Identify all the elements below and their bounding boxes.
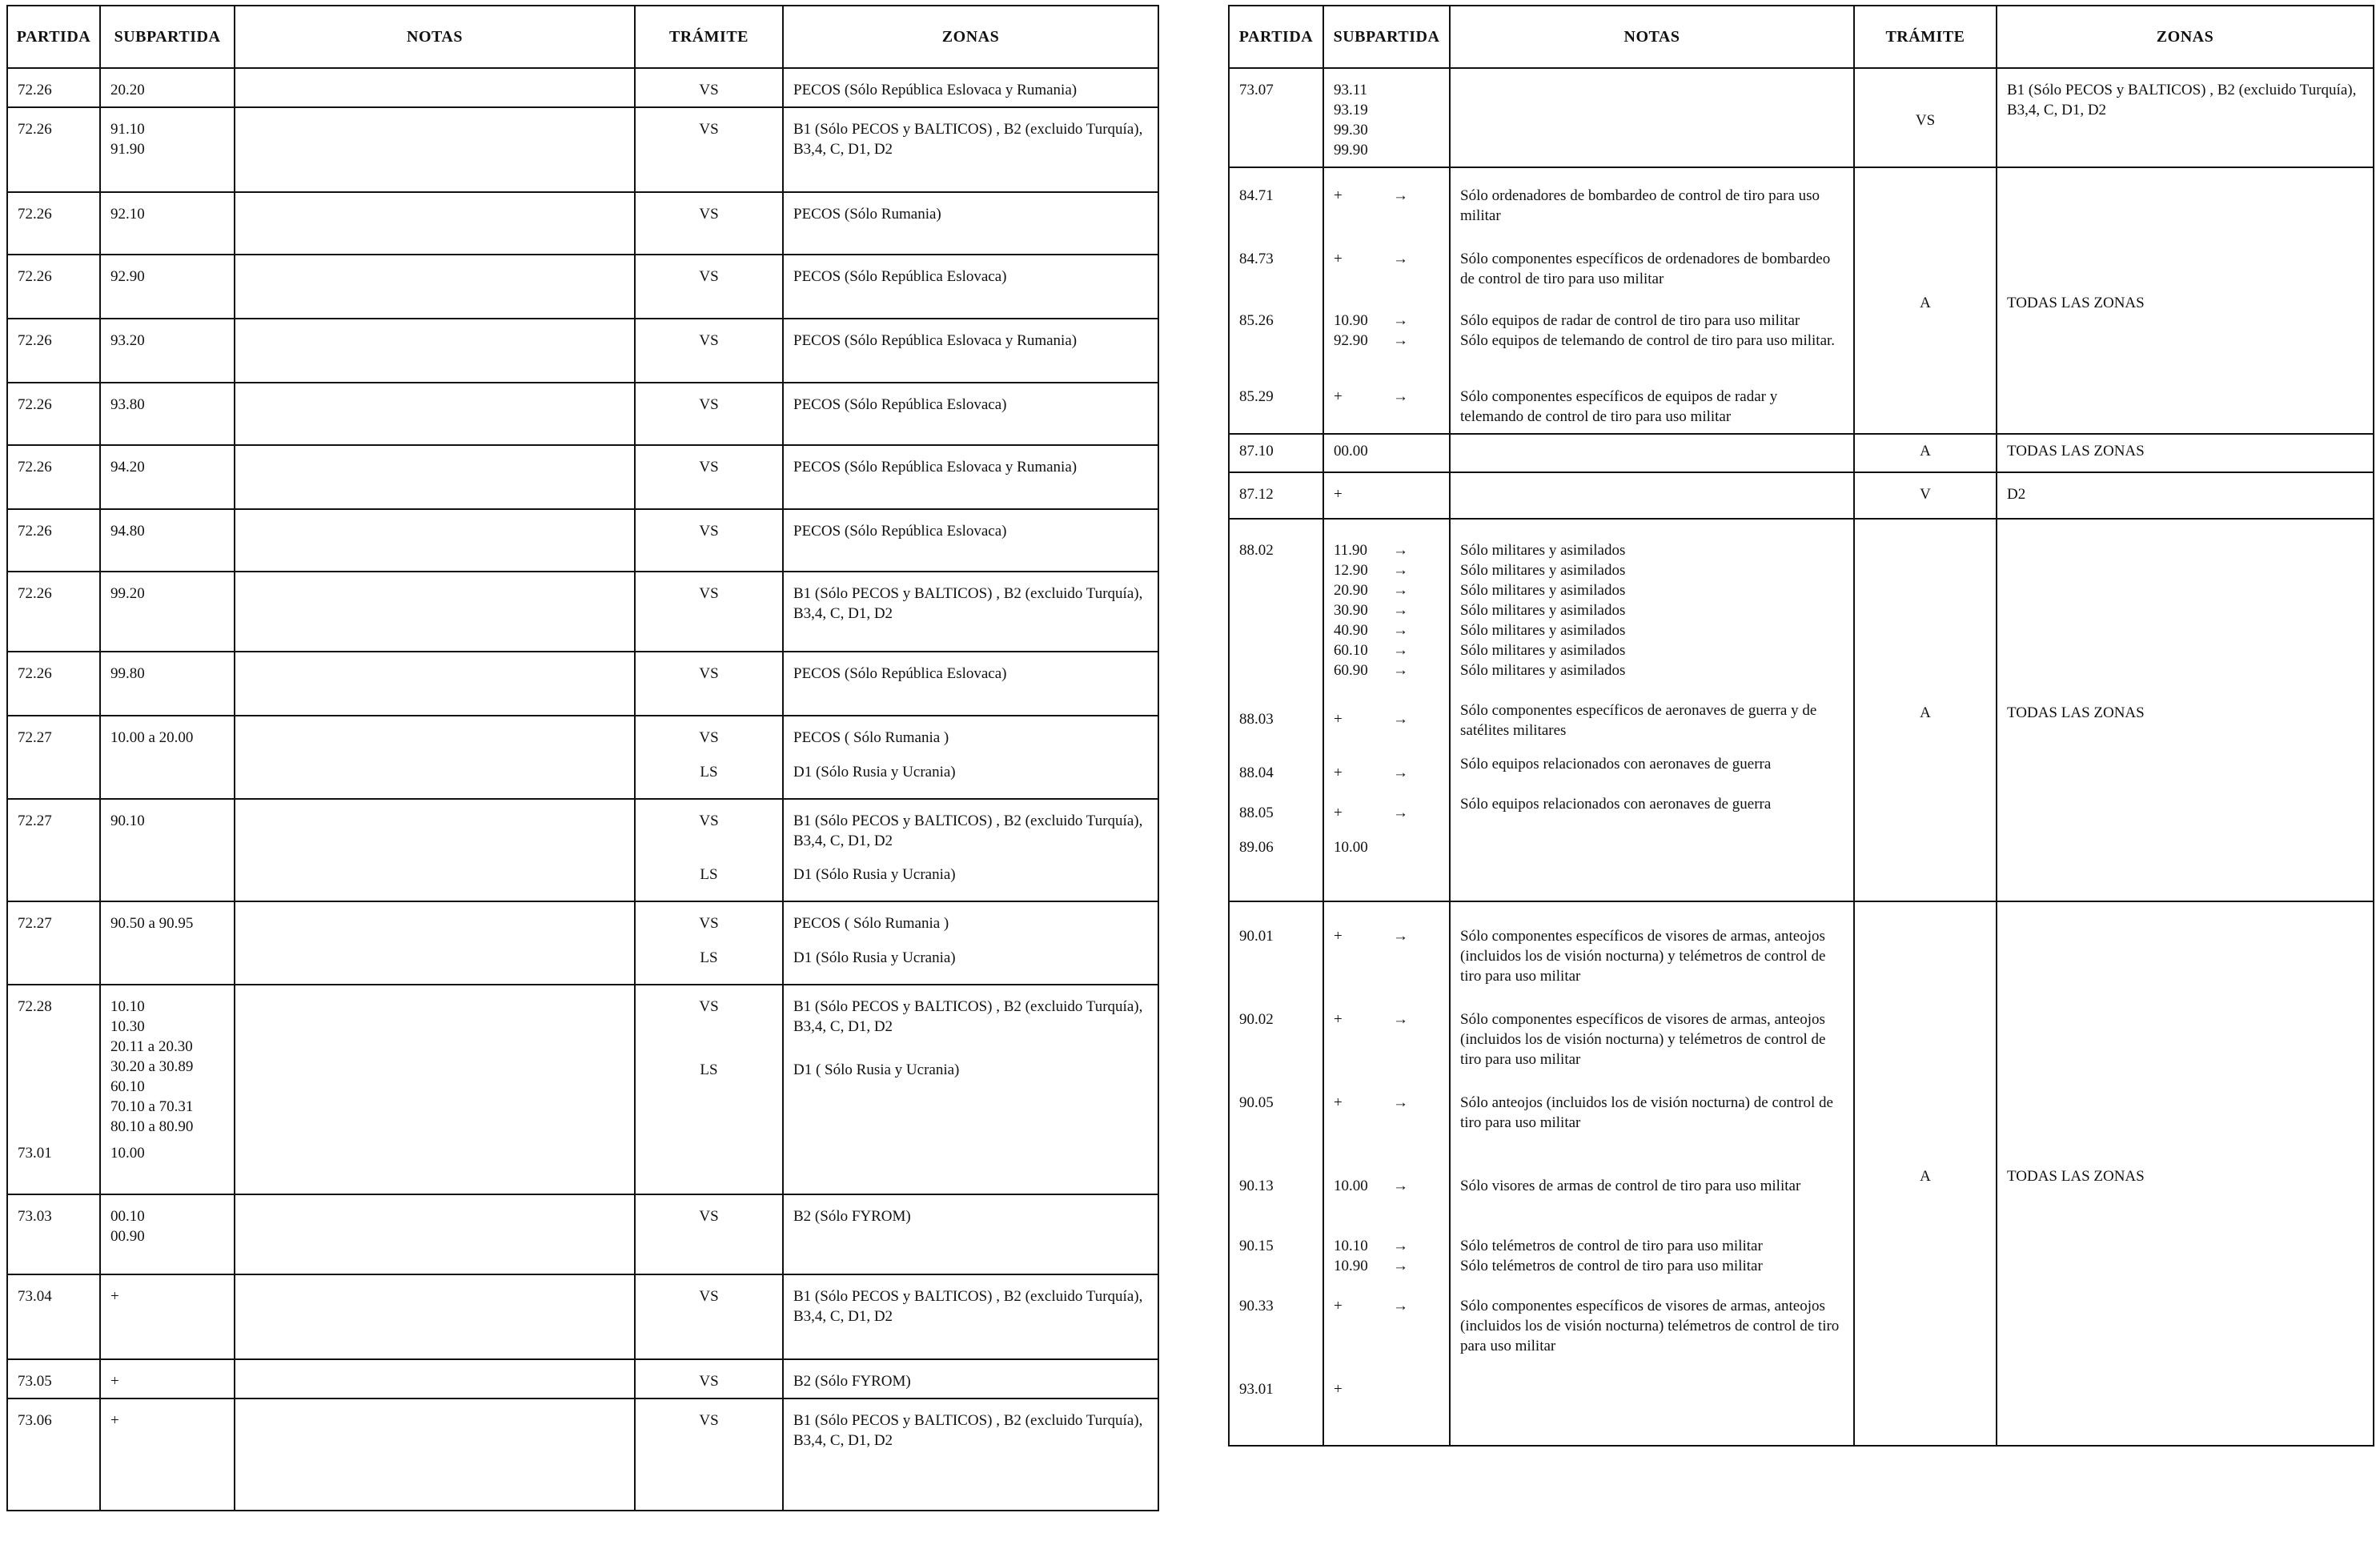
- partida-cell: 73.01: [18, 1145, 52, 1162]
- partida-cell: 88.05: [1239, 805, 1274, 821]
- notas-cell: [235, 1398, 635, 1511]
- table-row: [1229, 434, 2374, 472]
- zonas-cell: B1 (Sólo PECOS y BALTICOS) , B2 (excluido Turquía), B3,4, C, D1, D2: [793, 121, 1143, 158]
- subpartida-cell: 10.00: [1334, 839, 1368, 856]
- header-notas: NOTAS: [235, 6, 635, 68]
- partida-cell: 73.06: [18, 1412, 52, 1429]
- zonas-cell: PECOS (Sólo República Eslovaca y Rumania): [793, 82, 1078, 98]
- subpartida-cell: 93.19: [1334, 102, 1368, 118]
- subpartida-cell: +: [1334, 805, 1343, 821]
- partida-cell: 88.04: [1239, 764, 1274, 781]
- partida-cell: 72.26: [18, 459, 52, 476]
- header-notas: NOTAS: [1450, 6, 1854, 68]
- subpartida-cell: 20.20: [110, 82, 145, 98]
- partida-cell: 72.26: [18, 585, 52, 602]
- subpartida-cell: +: [1334, 928, 1343, 945]
- partida-cell: 72.27: [18, 813, 52, 829]
- tramite-cell: VS: [699, 268, 719, 285]
- subpartida-cell: +: [1334, 711, 1343, 728]
- left-header-row: [7, 6, 1158, 68]
- subpartida-cell: 93.80: [110, 396, 145, 413]
- tramite-cell: LS: [700, 866, 718, 883]
- notas-cell: Sólo militares y asimilados: [1460, 622, 1626, 639]
- subpartida-cell: 90.50 a 90.95: [110, 915, 194, 932]
- tramite-cell: VS: [699, 665, 719, 682]
- partida-cell: 88.03: [1239, 711, 1274, 728]
- subpartida-cell: 91.90: [110, 141, 145, 158]
- subpartida-cell: 20.11 a 20.30: [110, 1038, 193, 1055]
- partida-cell: 87.12: [1239, 486, 1274, 503]
- zonas-cell: TODAS LAS ZONAS: [2007, 443, 2145, 459]
- tramite-cell: VS: [699, 915, 719, 932]
- arrow-icon: →: [1393, 1094, 1408, 1111]
- notas-cell: Sólo componentes específicos de visores de armas, anteojos (incluidos los de visión nocturna) telémetros de control de tiro para uso militar: [1460, 1298, 1840, 1354]
- arrow-icon: →: [1393, 582, 1408, 599]
- subpartida-cell: +: [110, 1288, 119, 1305]
- partida-cell: 85.26: [1239, 312, 1274, 329]
- tramite-cell: VS: [699, 1208, 719, 1225]
- notas-cell: Sólo anteojos (incluidos los de visión nocturna) de control de tiro para uso militar: [1460, 1094, 1833, 1131]
- arrow-icon: →: [1393, 1238, 1408, 1254]
- subpartida-cell: 92.10: [110, 206, 145, 223]
- subpartida-cell: +: [1334, 764, 1343, 781]
- tramite-cell: VS: [699, 459, 719, 476]
- subpartida-cell: 30.90: [1334, 602, 1368, 619]
- tramite-cell: VS: [699, 82, 719, 98]
- tramite-cell: VS: [699, 998, 719, 1015]
- arrow-icon: →: [1393, 1011, 1408, 1028]
- subpartida-cell: +: [1334, 486, 1343, 503]
- subpartida-cell: 10.10: [1334, 1238, 1368, 1254]
- zonas-cell: B1 (Sólo PECOS y BALTICOS) , B2 (excluido Turquía), B3,4, C, D1, D2: [793, 1288, 1143, 1325]
- zonas-cell: TODAS LAS ZONAS: [2007, 1167, 2145, 1185]
- subpartida-cell: 10.00 a 20.00: [110, 729, 194, 746]
- table-row: [7, 901, 1158, 985]
- header-partida: PARTIDA: [1229, 6, 1323, 68]
- tramite-cell: VS: [699, 729, 719, 746]
- arrow-icon: →: [1393, 764, 1408, 781]
- arrow-icon: →: [1393, 562, 1408, 579]
- notas-cell: Sólo componentes específicos de aeronaves de guerra y de satélites militares: [1460, 702, 1817, 739]
- subpartida-cell: 60.10: [1334, 642, 1368, 659]
- subpartida-cell: 10.00: [1334, 1178, 1368, 1194]
- subpartida-cell: 11.90: [1334, 542, 1368, 559]
- partida-cell: 72.28: [18, 998, 52, 1015]
- subpartida-cell: 00.90: [110, 1228, 145, 1245]
- notas-cell: Sólo militares y asimilados: [1460, 662, 1626, 679]
- partida-cell: 72.26: [18, 396, 52, 413]
- notas-cell: [235, 192, 635, 255]
- table-row: [7, 572, 1158, 652]
- notas-cell: [235, 716, 635, 799]
- notas-cell: [235, 1194, 635, 1274]
- tramite-cell: V: [1920, 486, 1931, 503]
- subpartida-cell: 10.10: [110, 998, 145, 1015]
- arrow-icon: →: [1393, 928, 1408, 945]
- subpartida-cell: 00.00: [1334, 443, 1368, 459]
- subpartida-cell: +: [110, 1373, 119, 1390]
- tramite-cell: LS: [700, 1061, 718, 1078]
- table-row: [1229, 519, 2374, 901]
- tramite-cell: A: [1920, 704, 1931, 721]
- subpartida-cell: 30.20 a 30.89: [110, 1058, 194, 1075]
- tramite-cell: VS: [699, 523, 719, 540]
- zonas-cell: PECOS (Sólo Rumania): [793, 206, 941, 223]
- notas-cell: Sólo telémetros de control de tiro para uso militar: [1460, 1258, 1763, 1274]
- notas-cell: Sólo militares y asimilados: [1460, 562, 1626, 579]
- tramite-cell: A: [1920, 295, 1931, 311]
- header-zonas: ZONAS: [783, 6, 1158, 68]
- arrow-icon: →: [1393, 388, 1408, 405]
- tramite-cell: VS: [699, 1373, 719, 1390]
- header-subpartida: SUBPARTIDA: [100, 6, 235, 68]
- notas-cell: Sólo equipos de radar de control de tiro para uso militar: [1460, 312, 1800, 329]
- zonas-cell: B1 (Sólo PECOS y BALTICOS) , B2 (excluido Turquía), B3,4, C, D1, D2: [793, 585, 1143, 622]
- tramite-cell: VS: [699, 585, 719, 602]
- notas-cell: Sólo equipos de telemando de control de tiro para uso militar.: [1460, 332, 1836, 349]
- subpartida-cell: 10.90: [1334, 312, 1368, 329]
- zonas-cell: TODAS LAS ZONAS: [2007, 295, 2145, 311]
- subpartida-cell: 99.20: [110, 585, 145, 602]
- table-row: [7, 799, 1158, 901]
- notas-cell: Sólo militares y asimilados: [1460, 542, 1626, 559]
- partida-cell: 72.26: [18, 268, 52, 285]
- tramite-cell: VS: [699, 813, 719, 829]
- notas-cell: [235, 383, 635, 445]
- partida-cell: 89.06: [1239, 839, 1274, 856]
- notas-cell: Sólo equipos relacionados con aeronaves de guerra: [1460, 756, 1772, 772]
- arrow-icon: →: [1393, 1178, 1408, 1194]
- zonas-cell: PECOS (Sólo República Eslovaca): [793, 665, 1007, 682]
- partida-cell: 90.33: [1239, 1298, 1274, 1314]
- arrow-icon: →: [1393, 711, 1408, 728]
- partida-cell: 72.26: [18, 82, 52, 98]
- arrow-icon: [1393, 1379, 1425, 1399]
- partida-cell: 90.15: [1239, 1238, 1274, 1254]
- notas-cell: [235, 1359, 635, 1398]
- zonas-cell: TODAS LAS ZONAS: [2007, 704, 2145, 721]
- notas-cell: [235, 1274, 635, 1359]
- table-row: [7, 68, 1158, 107]
- notas-cell: Sólo visores de armas de control de tiro para uso militar: [1460, 1178, 1801, 1194]
- subpartida-cell: +: [1334, 1298, 1343, 1314]
- partida-cell: 84.71: [1239, 187, 1274, 204]
- notas-cell: Sólo militares y asimilados: [1460, 582, 1626, 599]
- subpartida-cell: 93.20: [110, 332, 145, 349]
- zonas-cell: PECOS (Sólo República Eslovaca y Rumania): [793, 459, 1078, 476]
- table-row: [1229, 167, 2374, 434]
- arrow-icon: →: [1393, 805, 1408, 821]
- partida-cell: 73.07: [1239, 82, 1274, 98]
- subpartida-cell: 99.30: [1334, 122, 1368, 138]
- partida-cell: 84.73: [1239, 251, 1274, 267]
- zonas-cell: D1 (Sólo Rusia y Ucrania): [793, 764, 956, 781]
- subpartida-cell: +: [1334, 251, 1343, 267]
- table-row: [7, 319, 1158, 383]
- table-row: [1229, 472, 2374, 519]
- tramite-cell: VS: [1915, 111, 1936, 129]
- table-row: [1229, 901, 2374, 1446]
- header-tramite: TRÁMITE: [635, 6, 783, 68]
- subpartida-cell: 00.10: [110, 1208, 145, 1225]
- subpartida-cell: +: [1334, 388, 1343, 405]
- tramite-cell: LS: [700, 764, 718, 781]
- tramite-cell: VS: [699, 121, 719, 138]
- tramite-cell: A: [1920, 1167, 1931, 1185]
- arrow-icon: →: [1393, 187, 1408, 204]
- table-row: [7, 1359, 1158, 1398]
- arrow-icon: →: [1393, 251, 1408, 267]
- subpartida-cell: 10.30: [110, 1018, 145, 1035]
- table-row: [7, 255, 1158, 319]
- subpartida-cell: 10.00: [110, 1145, 145, 1162]
- notas-cell: Sólo militares y asimilados: [1460, 642, 1626, 659]
- left-table: [6, 5, 1159, 1511]
- tramite-cell: VS: [699, 396, 719, 413]
- zonas-cell: D1 (Sólo Rusia y Ucrania): [793, 866, 956, 883]
- subpartida-cell: 92.90: [1334, 332, 1368, 349]
- subpartida-cell: 60.90: [1334, 662, 1368, 679]
- zonas-cell: PECOS (Sólo República Eslovaca): [793, 268, 1007, 285]
- notas-cell: [235, 319, 635, 383]
- subpartida-cell: 20.90: [1334, 582, 1368, 599]
- zonas-cell: PECOS ( Sólo Rumania ): [793, 729, 949, 746]
- arrow-icon: →: [1393, 312, 1408, 329]
- partida-cell: 85.29: [1239, 388, 1274, 405]
- table-row: [7, 1398, 1158, 1511]
- subpartida-cell: 94.80: [110, 523, 145, 540]
- zonas-cell: PECOS (Sólo República Eslovaca): [793, 523, 1007, 540]
- partida-cell: 90.05: [1239, 1094, 1274, 1111]
- notas-cell: Sólo equipos relacionados con aeronaves de guerra: [1460, 796, 1772, 813]
- subpartida-cell: 40.90: [1334, 622, 1368, 639]
- header-subpartida: SUBPARTIDA: [1323, 6, 1450, 68]
- arrow-icon: →: [1393, 542, 1408, 559]
- notas-cell: [235, 572, 635, 652]
- subpartida-cell: +: [1334, 1381, 1343, 1398]
- zonas-cell: PECOS (Sólo República Eslovaca): [793, 396, 1007, 413]
- partida-cell: 72.27: [18, 915, 52, 932]
- arrow-icon: →: [1393, 332, 1408, 349]
- tramite-cell: VS: [699, 206, 719, 223]
- header-partida: PARTIDA: [7, 6, 100, 68]
- table-row: [7, 509, 1158, 572]
- table-row: [7, 716, 1158, 799]
- subpartida-cell: 80.10 a 80.90: [110, 1118, 194, 1135]
- partida-cell: 88.02: [1239, 542, 1274, 559]
- tramite-cell: A: [1920, 443, 1931, 459]
- subpartida-cell: 91.10: [110, 121, 145, 138]
- partida-cell: 90.02: [1239, 1011, 1274, 1028]
- subpartida-cell: +: [1334, 1011, 1343, 1028]
- zonas-cell: B1 (Sólo PECOS y BALTICOS) , B2 (excluido Turquía), B3,4, C, D1, D2: [793, 813, 1143, 849]
- right-table: [1228, 5, 2374, 1447]
- partida-cell: 73.03: [18, 1208, 52, 1225]
- arrow-icon: →: [1393, 622, 1408, 639]
- arrow-icon: →: [1393, 662, 1408, 679]
- zonas-cell: D1 (Sólo Rusia y Ucrania): [793, 949, 956, 966]
- notas-cell: Sólo componentes específicos de equipos de radar y telemando de control de tiro para uso militar: [1460, 388, 1778, 425]
- subpartida-cell: 92.90: [110, 268, 145, 285]
- tramite-cell: LS: [700, 949, 718, 966]
- partida-cell: 72.26: [18, 121, 52, 138]
- notas-cell: [235, 652, 635, 716]
- table-row: [7, 192, 1158, 255]
- partida-cell: 72.27: [18, 729, 52, 746]
- table-row: [7, 445, 1158, 509]
- partida-cell: 90.13: [1239, 1178, 1274, 1194]
- notas-cell: [235, 509, 635, 572]
- subpartida-cell: 12.90: [1334, 562, 1368, 579]
- notas-cell: [235, 799, 635, 901]
- notas-cell: Sólo militares y asimilados: [1460, 602, 1626, 619]
- zonas-cell: PECOS ( Sólo Rumania ): [793, 915, 949, 932]
- subpartida-cell: 90.10: [110, 813, 145, 829]
- notas-cell: Sólo telémetros de control de tiro para uso militar: [1460, 1238, 1763, 1254]
- table-row: [7, 1274, 1158, 1359]
- table-row: [7, 107, 1158, 192]
- subpartida-cell: +: [1334, 187, 1343, 204]
- tramite-cell: VS: [699, 1412, 719, 1429]
- zonas-cell: B2 (Sólo FYROM): [793, 1373, 911, 1390]
- subpartida-cell: 99.90: [1334, 142, 1368, 159]
- subpartida-cell: 99.80: [110, 665, 145, 682]
- subpartida-cell: 93.11: [1334, 82, 1368, 98]
- subpartida-cell: 60.10: [110, 1078, 145, 1095]
- subpartida-cell: +: [110, 1412, 119, 1429]
- notas-cell: [235, 901, 635, 985]
- partida-cell: 87.10: [1239, 443, 1274, 459]
- header-zonas: ZONAS: [1997, 6, 2374, 68]
- zonas-cell: D2: [2007, 486, 2026, 503]
- table-row: [7, 383, 1158, 445]
- subpartida-cell: 94.20: [110, 459, 145, 476]
- partida-cell: 90.01: [1239, 928, 1274, 945]
- zonas-cell: B1 (Sólo PECOS y BALTICOS) , B2 (excluido Turquía), B3,4, C, D1, D2: [2007, 82, 2357, 118]
- arrow-icon: →: [1393, 1298, 1408, 1314]
- notas-cell: [235, 107, 635, 192]
- zonas-cell: B1 (Sólo PECOS y BALTICOS) , B2 (excluido Turquía), B3,4, C, D1, D2: [793, 998, 1143, 1035]
- partida-cell: 93.01: [1239, 1381, 1274, 1398]
- partida-cell: 73.05: [18, 1373, 52, 1390]
- arrow-icon: →: [1393, 642, 1408, 659]
- notas-cell: Sólo componentes específicos de visores de armas, anteojos (incluidos los de visión nocturna) y telémetros de control de tiro para uso militar: [1460, 928, 1826, 985]
- right-header-row: [1229, 6, 2374, 68]
- zonas-cell: D1 ( Sólo Rusia y Ucrania): [793, 1061, 960, 1078]
- zonas-cell: B1 (Sólo PECOS y BALTICOS) , B2 (excluido Turquía), B3,4, C, D1, D2: [793, 1412, 1143, 1449]
- partida-cell: 73.04: [18, 1288, 52, 1305]
- notas-cell: [235, 445, 635, 509]
- notas-cell: [235, 255, 635, 319]
- table-row: [7, 652, 1158, 716]
- subpartida-cell: +: [1334, 1094, 1343, 1111]
- subpartida-cell: 10.90: [1334, 1258, 1368, 1274]
- subpartida-cell: 70.10 a 70.31: [110, 1098, 194, 1115]
- partida-cell: 72.26: [18, 665, 52, 682]
- partida-cell: 72.26: [18, 206, 52, 223]
- notas-cell: Sólo componentes específicos de visores de armas, anteojos (incluidos los de visión nocturna) y telémetros de control de tiro para uso militar: [1460, 1011, 1826, 1068]
- tramite-cell: VS: [699, 1288, 719, 1305]
- notas-cell: Sólo componentes específicos de ordenadores de bombardeo de control de tiro para uso militar: [1460, 251, 1831, 287]
- table-row: [7, 1194, 1158, 1274]
- table-row: [7, 985, 1158, 1194]
- zonas-cell: PECOS (Sólo República Eslovaca y Rumania): [793, 332, 1078, 349]
- header-tramite: TRÁMITE: [1854, 6, 1997, 68]
- table-row: [1229, 68, 2374, 167]
- zonas-cell: B2 (Sólo FYROM): [793, 1208, 911, 1225]
- notas-cell: [235, 985, 635, 1194]
- partida-cell: 72.26: [18, 523, 52, 540]
- tramite-cell: VS: [699, 332, 719, 349]
- notas-cell: [235, 68, 635, 107]
- notas-cell: Sólo ordenadores de bombardeo de control de tiro para uso militar: [1460, 187, 1820, 224]
- partida-cell: 72.26: [18, 332, 52, 349]
- arrow-icon: →: [1393, 602, 1408, 619]
- arrow-icon: →: [1393, 1258, 1408, 1274]
